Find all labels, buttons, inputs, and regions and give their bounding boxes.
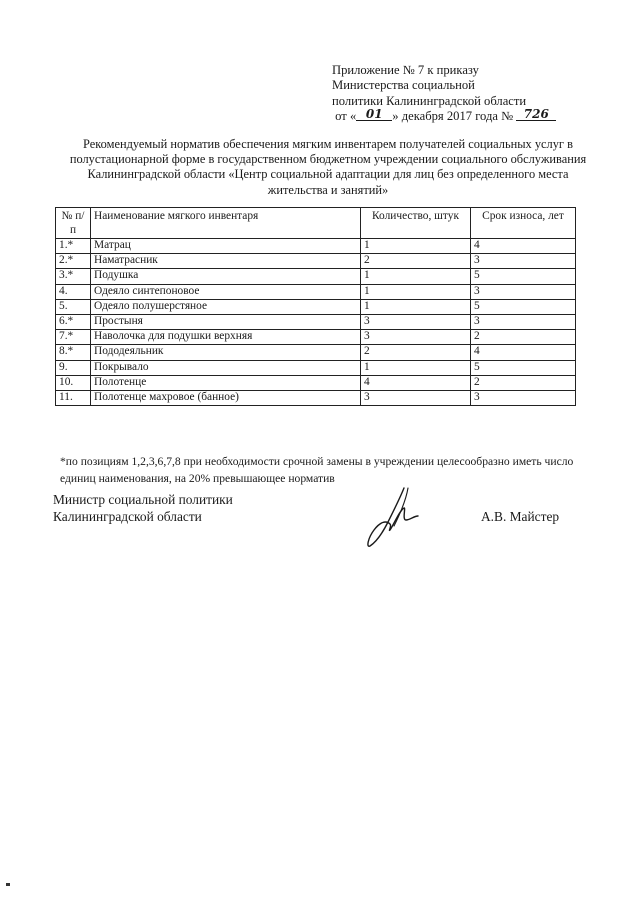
header-name: Наименование мягкого инвентаря <box>91 208 361 239</box>
cell-qty: 3 <box>361 390 471 405</box>
cell-qty: 1 <box>361 269 471 284</box>
cell-num: 3.* <box>56 269 91 284</box>
cell-qty: 3 <box>361 330 471 345</box>
table-row <box>56 299 576 314</box>
cell-qty: 1 <box>361 284 471 299</box>
cell-num: 4. <box>56 284 91 299</box>
table-row <box>56 314 576 329</box>
table-row <box>56 330 576 345</box>
order-appendix-header <box>332 63 592 124</box>
cell-name: Простыня <box>91 314 361 329</box>
cell-qty: 1 <box>361 360 471 375</box>
cell-num: 7.* <box>56 330 91 345</box>
cell-name: Наматрасник <box>91 254 361 269</box>
appendix-date-line <box>332 106 592 124</box>
cell-num: 5. <box>56 299 91 314</box>
cell-term: 5 <box>471 360 576 375</box>
cell-term: 5 <box>471 299 576 314</box>
appendix-line-1: Приложение № 7 к приказу <box>332 63 479 77</box>
cell-num: 1.* <box>56 239 91 254</box>
cell-name: Полотенце махровое (банное) <box>91 390 361 405</box>
cell-term: 2 <box>471 375 576 390</box>
cell-term: 3 <box>471 254 576 269</box>
cell-term: 3 <box>471 314 576 329</box>
table-row <box>56 375 576 390</box>
cell-name: Подушка <box>91 269 361 284</box>
table-row <box>56 269 576 284</box>
cell-qty: 1 <box>361 239 471 254</box>
handwritten-order-number: 726 <box>516 109 556 121</box>
table-row <box>56 239 576 254</box>
cell-term: 4 <box>471 345 576 360</box>
inventory-table <box>55 207 576 406</box>
cell-qty: 1 <box>361 299 471 314</box>
cell-term: 4 <box>471 239 576 254</box>
date-prefix: от « <box>335 108 357 123</box>
table-row <box>56 345 576 360</box>
table-row <box>56 360 576 375</box>
signer-name: А.В. Майстер <box>481 509 560 524</box>
cell-qty: 2 <box>361 254 471 269</box>
footnote: *по позициям 1,2,3,6,7,8 при необходимости срочной замены в учреждении целесообразно иметь число единиц наименования, на 20% превышающее норматив <box>60 455 574 485</box>
cell-name: Матрац <box>91 239 361 254</box>
cell-term: 5 <box>471 269 576 284</box>
header-qty: Количество, штук <box>361 208 471 239</box>
cell-num: 11. <box>56 390 91 405</box>
handwritten-day: 01 <box>356 109 392 121</box>
handwritten-signature <box>360 480 440 555</box>
cell-name: Пододеяльник <box>91 345 361 360</box>
signer-position-line-1: Министр социальной политики <box>53 492 233 507</box>
table-header-row <box>56 208 576 239</box>
cell-name: Наволочка для подушки верхняя <box>91 330 361 345</box>
cell-term: 3 <box>471 284 576 299</box>
table-row <box>56 390 576 405</box>
signer-position <box>53 491 233 525</box>
cell-name: Полотенце <box>91 375 361 390</box>
scan-mark <box>6 883 10 886</box>
header-num: № п/п <box>56 208 91 239</box>
cell-num: 10. <box>56 375 91 390</box>
appendix-line-2: Министерства социальной <box>332 78 475 93</box>
cell-qty: 3 <box>361 314 471 329</box>
cell-name: Покрывало <box>91 360 361 375</box>
cell-num: 6.* <box>56 314 91 329</box>
cell-num: 9. <box>56 360 91 375</box>
cell-num: 8.* <box>56 345 91 360</box>
signer-position-line-2: Калининградской области <box>53 509 202 524</box>
cell-name: Одеяло полушерстяное <box>91 299 361 314</box>
cell-qty: 4 <box>361 375 471 390</box>
cell-qty: 2 <box>361 345 471 360</box>
date-middle: » декабря 2017 года № <box>392 108 514 123</box>
cell-term: 3 <box>471 390 576 405</box>
document-title: Рекомендуемый норматив обеспечения мягким инвентарем получателей социальных услуг в полустационарной форме в государственном бюджетном учреждении социального обслуживания Калининградской области «Центр социальной адаптации для лиц без определенного места жительства и занятий» <box>69 137 587 197</box>
table-row <box>56 254 576 269</box>
cell-name: Одеяло синтепоновое <box>91 284 361 299</box>
cell-term: 2 <box>471 330 576 345</box>
header-term: Срок износа, лет <box>471 208 576 239</box>
appendix-line-3: политики Калининградской области <box>332 93 527 108</box>
cell-num: 2.* <box>56 254 91 269</box>
table-row <box>56 284 576 299</box>
